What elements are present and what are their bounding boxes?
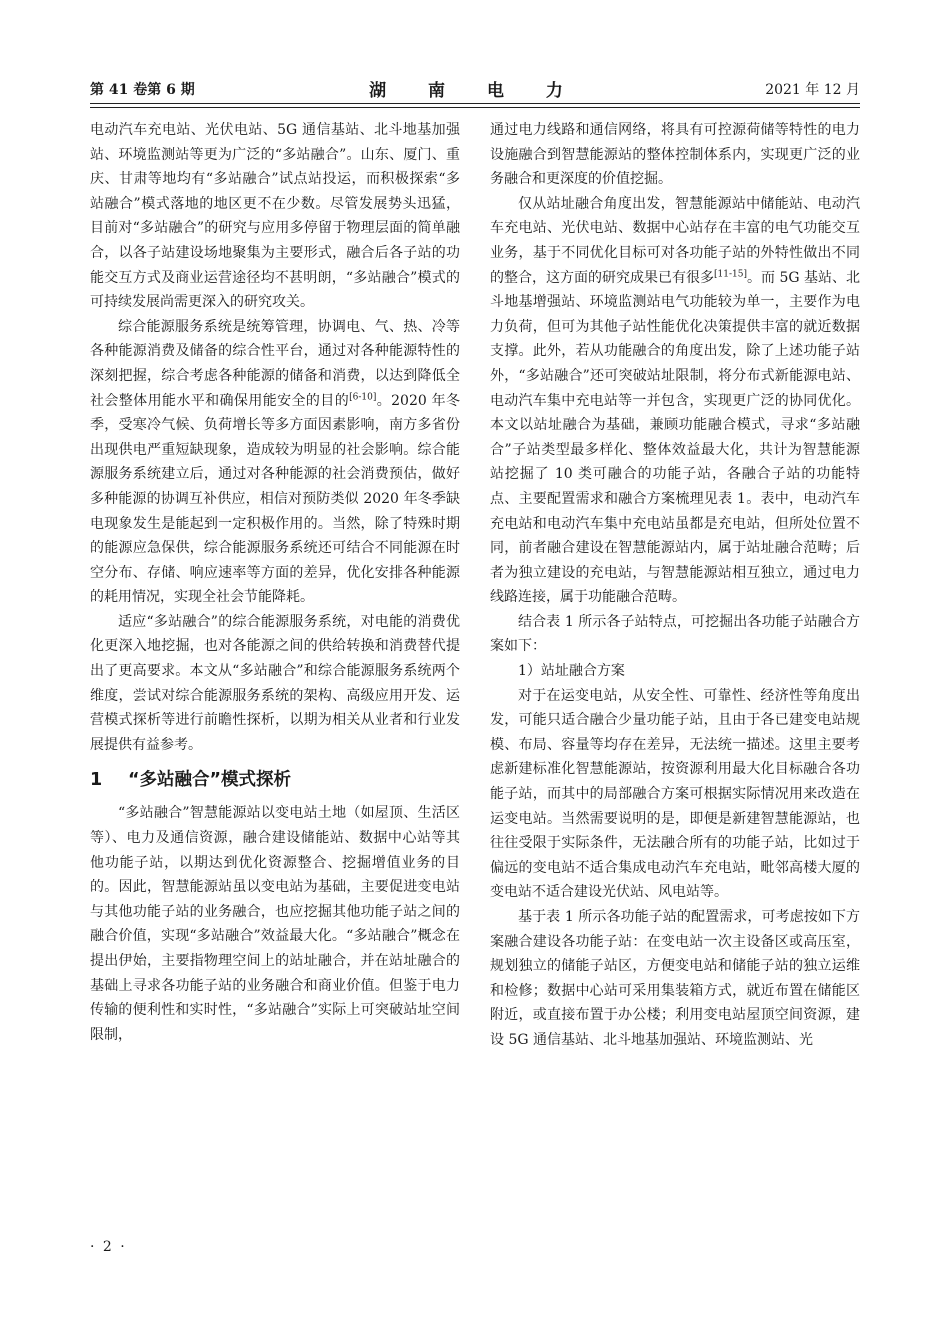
citation[interactable]: [11-15] xyxy=(714,268,747,279)
header-rule-thin xyxy=(90,107,860,108)
subsection-heading: 1）站址融合方案 xyxy=(518,663,625,680)
section-heading xyxy=(90,767,460,793)
paragraph: 适应“多站融合”的综合能源服务系统，对电能的消费优化更深入地挖掘，也对各能源之间的供给转换和消费替代提出了更高要求。本文从“多站融合”和综合能源服务系统两个维度，尝试对综合能源服务系统的架构、高级应用开发、运营模式探析等进行前瞻性探析，以期为相关从业者和行业发展提供有益参考。 xyxy=(90,613,460,753)
paragraph xyxy=(90,315,460,610)
paragraph: 对于在运变电站，从安全性、可靠性、经济性等角度出发，可能只适合融合少量功能子站，且由于各已建变电站规模、布局、容量等均存在差异，无法统一描述。这里主要考虑新建标准化智慧能源站，按资源利用最大化目标融合各功能子站，而其中的局部融合方案可根据实际情况用来改造在运变电站。当然需要说明的是，即便是新建智慧能源站，也往往受限于实际条件，无法融合所有的功能子站，比如过于偏远的变电站不适合集成电动汽车充电站，毗邻高楼大厦的变电站不适合建设光伏站、风电站等。 xyxy=(490,687,860,901)
running-header xyxy=(90,75,860,101)
paragraph: 结合表 1 所示各子站特点，可挖掘出各功能子站融合方案如下： xyxy=(490,613,860,655)
paragraph-text: 综合能源服务系统是统筹管理，协调电、气、热、冷等各种能源消费及储备的综合性平台，通过对各种能源特性的深刻把握，综合考虑各种能源的储备和消费，以达到降低全社会整体用能水平和确保用能安全的目的 xyxy=(90,318,460,409)
paragraph-text: 仅从站址融合角度出发，智慧能源站中储能站、电动汽车充电站、光伏电站、数据中心站存在丰富的电气功能交互业务，基于不同优化目标可对各功能子站的外特性做出不同的整合，这方面的研究成果已有很多 xyxy=(490,195,860,286)
journal-title: 湖 南 电 力 xyxy=(369,81,581,101)
issue-date: 2021 年 12 月 xyxy=(765,82,860,98)
section-title: “多站融合”模式探析 xyxy=(128,770,292,791)
paragraph: 电动汽车充电站、光伏电站、5G 通信基站、北斗地基加强站、环境监测站等更为广泛的“多站融合”。山东、厦门、重庆、甘肃等地均有“多站融合”试点站投运，而积极探索“多站融合”模式落地的地区更不在少数。尽管发展势头迅猛，目前对“多站融合”的研究与应用多停留于物理层面的简单融合，以各子站建设场地聚集为主要形式，融合后各子站的功能交互方式及商业运营途径均不甚明朗，“多站融合”模式的可持续发展尚需更深入的研究攻关。 xyxy=(90,122,460,311)
citation[interactable]: [6-10] xyxy=(349,391,377,402)
page-number: · 2 · xyxy=(90,1239,127,1255)
paragraph: 通过电力线路和通信网络，将具有可控源荷储等特性的电力设施融合到智慧能源站的整体控制体系内，实现更广泛的业务融合和更深度的价值挖掘。 xyxy=(490,122,860,188)
paragraph-text: 。2020 年冬季，受寒冷气候、负荷增长等多方面因素影响，南方多省份出现供电严重短缺现象，造成较为明显的社会影响。综合能源服务系统建立后，通过对各种能源的社会消费预估，做好多种能源的协调互补供应，相信对预防类似 2020 年冬季缺电现象发生是能起到一定积极作用的。当然，除了特殊时期的能源应急保供，综合能源服务系统还可结合不同能源在时空分布、存储、响应速率等方面的差异，优化安排各种能源的耗用情况，实现全社会节能降耗。 xyxy=(90,392,460,606)
right-column xyxy=(490,118,860,1053)
left-column xyxy=(90,118,460,1047)
paragraph xyxy=(490,192,860,610)
section-number: 1 xyxy=(90,770,103,791)
paragraph-text: 。而 5G 基站、北斗地基增强站、环境监测站电气功能较为单一，主要作为电力负荷，但可为其他子站性能优化决策提供丰富的就近数据支撑。此外，若从功能融合的角度出发，除了上述功能子站外，“多站融合”还可突破站址限制，将分布式新能源电站、电动汽车集中充电站等一并包含，实现更广泛的协同优化。本文以站址融合为基础，兼顾功能融合模式，寻求“多站融合”子站类型最多样化、整体效益最大化，共计为智慧能源站挖掘了 10 类可融合的功能子站，各融合子站的功能特点、主要配置需求和融合方案梳理见表 1。表中，电动汽车充电站和电动汽车集中充电站虽都是充电站，但所处位置不同，前者融合建设在智慧能源站内，属于站址融合范畴；后者为独立建设的充电站，与智慧能源站相互独立，通过电力线路连接，属于功能融合范畴。 xyxy=(490,269,861,606)
header-rule-thick xyxy=(90,103,860,104)
paragraph: 基于表 1 所示各功能子站的配置需求，可考虑按如下方案融合建设各功能子站：在变电站一次主设备区或高压室，规划独立的储能子站区，方便变电站和储能子站的独立运维和检修；数据中心站可采用集装箱方式，就近布置在储能区附近，或直接布置于办公楼；利用变电站屋顶空间资源，建设 5G 通信基站、北斗地基加强站、环境监测站、光 xyxy=(490,909,860,1048)
volume-issue: 第 41 卷第 6 期 xyxy=(90,82,195,98)
paragraph: “多站融合”智慧能源站以变电站土地（如屋顶、生活区等）、电力及通信资源，融合建设储能站、数据中心站等其他功能子站，以期达到优化资源整合、挖掘增值业务的目的。因此，智慧能源站虽以变电站为基础，主要促进变电站与其他功能子站的业务融合，也应挖掘其他功能子站之间的融合价值，实现“多站融合”效益最大化。“多站融合”概念在提出伊始，主要指物理空间上的站址融合，并在站址融合的基础上寻求各功能子站的业务融合和商业价值。但鉴于电力传输的便利性和实时性，“多站融合”实际上可突破站址空间限制， xyxy=(90,805,460,1043)
